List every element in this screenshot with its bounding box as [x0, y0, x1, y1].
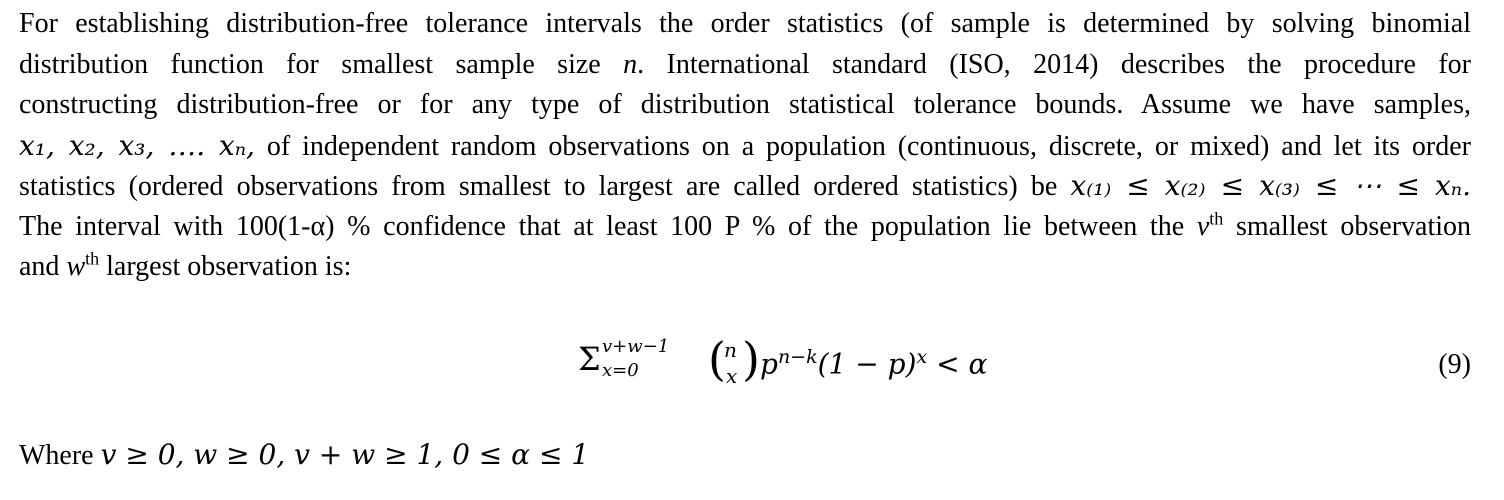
sigma-symbol: Σ: [578, 340, 601, 378]
paragraph-line-3: constructing distribution-free or for any type of distribution statistical tolerance bounds. Assume we have samples,: [19, 89, 1471, 120]
where-conditions: [19, 438, 589, 472]
line-6-text-end: smallest observation: [1235, 210, 1472, 242]
line-5-text: statistics (ordered observations from smallest to largest are called ordered statistics) be: [19, 171, 1058, 202]
paragraph-line-1: For establishing distribution-free tolerance intervals the order statistics (of sample is determined by solving binomial: [19, 8, 1471, 39]
binom-bottom: x: [726, 364, 738, 388]
term-less-than-alpha: < α: [936, 347, 988, 381]
variable-n: n: [623, 48, 638, 80]
paragraph-line-7: [19, 247, 1471, 288]
term-one-minus-p-exponent: x: [916, 346, 928, 368]
paragraph-line-4: [19, 126, 1471, 167]
binomial-coefficient: [708, 332, 760, 392]
superscript-th-w: th: [85, 248, 100, 269]
binom-top: n: [724, 338, 737, 362]
body-paragraph: [19, 4, 1471, 288]
line-2-text-start: distribution function for smallest sample size: [19, 48, 601, 80]
where-label: Where: [19, 440, 94, 471]
summation: [578, 336, 708, 392]
order-statistics-math: x₍₁₎ ≤ x₍₂₎ ≤ x₍₃₎ ≤ ⋯ ≤ xₙ.: [1070, 169, 1472, 202]
paragraph-line-5: [19, 166, 1471, 207]
line-4-text: of independent random observations on a population (continuous, discrete, or mixed) and let its order: [266, 130, 1471, 162]
equation-number: (9): [1438, 349, 1471, 380]
binom-left-paren: (: [708, 332, 726, 386]
line-7-text-start: and: [19, 251, 60, 282]
binom-right-paren: ): [742, 332, 760, 386]
equation-9: [578, 332, 988, 392]
variable-v: v: [1196, 210, 1210, 242]
summation-upper-limit: v+w−1: [602, 336, 670, 357]
superscript-th-v: th: [1209, 208, 1224, 229]
sample-sequence-math: x₁, x₂, x₃, …. xₙ,: [19, 128, 255, 162]
equation-terms: [760, 336, 987, 380]
line-7-text-end: largest observation is:: [106, 251, 352, 282]
line-2-text-end: . International standard (ISO, 2014) describes the procedure for: [637, 48, 1472, 80]
line-6-text-start: The interval with 100(1-α) % confidence that at least 100 P % of the population lie between the: [19, 210, 1185, 242]
paragraph-line-6: [19, 207, 1471, 248]
paragraph-line-2: [19, 45, 1471, 86]
variable-w: w: [66, 251, 86, 282]
term-one-minus-p: (1 − p): [817, 347, 917, 381]
conditions-math: v ≥ 0, w ≥ 0, v + w ≥ 1, 0 ≤ α ≤ 1: [100, 438, 590, 471]
term-p-exponent: n−k: [777, 346, 818, 368]
summation-lower-limit: x=0: [602, 360, 639, 381]
term-p: p: [760, 347, 778, 381]
